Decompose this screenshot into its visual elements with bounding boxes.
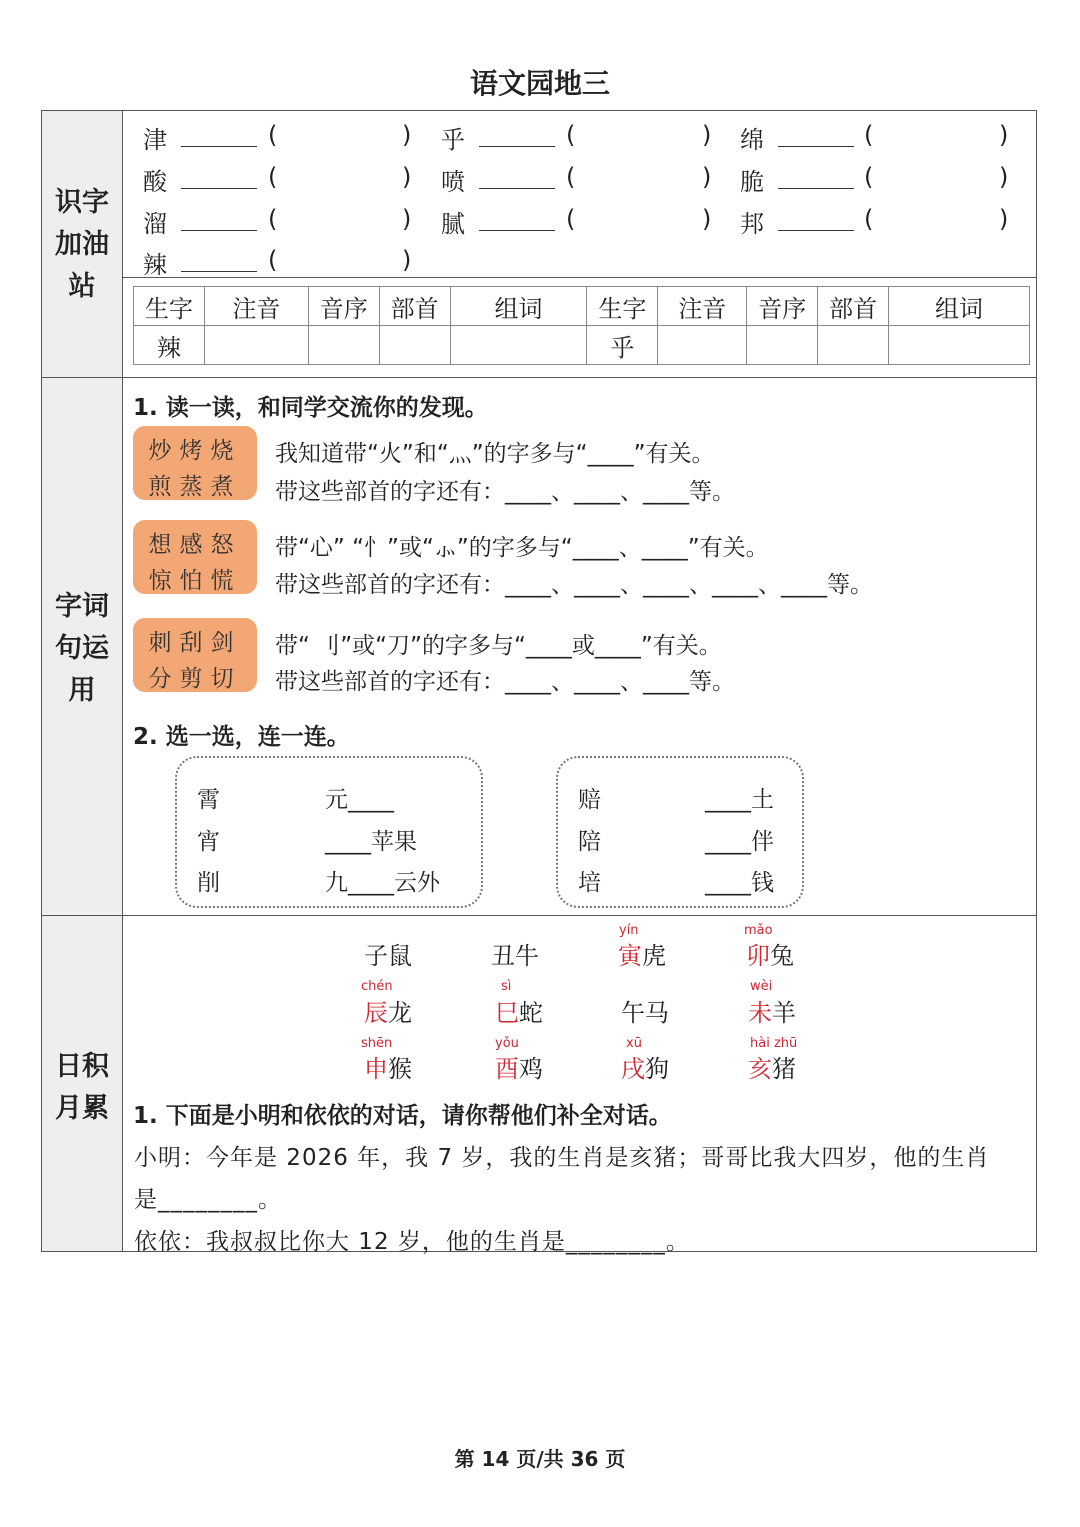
divider: [123, 277, 1037, 278]
table-header: 生字: [587, 287, 658, 326]
table-header: 部首: [379, 287, 450, 326]
char-item: 津: [143, 126, 167, 154]
table-cell[interactable]: [379, 326, 450, 365]
char-item: 喷: [441, 168, 465, 196]
match-word[interactable]: ____伴: [705, 829, 774, 855]
paren: (: [566, 121, 576, 149]
dialogue-line: 是________。: [134, 1187, 282, 1213]
zodiac-item: 申猴: [364, 1055, 412, 1083]
zodiac-item: 未羊: [748, 999, 796, 1027]
match-char[interactable]: 培: [578, 870, 601, 896]
paren: ): [402, 205, 412, 233]
pinyin: chén: [361, 979, 393, 994]
char-item: 乎: [441, 126, 465, 154]
question-line: 带这些部首的字还有：____、____、____等。: [275, 669, 735, 695]
table-cell[interactable]: [818, 326, 889, 365]
page-title: 语文园地三: [469, 67, 610, 100]
match-char[interactable]: 霄: [197, 787, 220, 813]
char-card-row: 惊怕慌: [148, 568, 242, 594]
table-cell[interactable]: [450, 326, 587, 365]
answer-blank[interactable]: [479, 146, 555, 147]
zodiac-item: 子鼠: [364, 942, 412, 970]
table-cell[interactable]: [889, 326, 1030, 365]
pinyin: sì: [501, 979, 512, 994]
paren: (: [268, 163, 278, 191]
question-line: 带这些部首的字还有：____、____、____等。: [275, 479, 735, 505]
answer-blank[interactable]: [181, 230, 257, 231]
char-item: 邦: [740, 210, 764, 238]
answer-blank[interactable]: [181, 271, 257, 272]
question-line: 我知道带“火”和“灬”的字多与“____”有关。: [275, 441, 715, 467]
char-card: [133, 618, 257, 692]
table-cell: 辣: [134, 326, 205, 365]
pinyin: shēn: [361, 1036, 393, 1051]
table-cell: 乎: [587, 326, 658, 365]
table-row: [134, 326, 1030, 365]
paren: ): [999, 163, 1009, 191]
paren: (: [864, 205, 874, 233]
char-card-row: 刺刮剑: [148, 630, 242, 656]
pinyin: mǎo: [744, 923, 773, 938]
char-item: 腻: [441, 210, 465, 238]
section-label-3: 日积 月累: [55, 1051, 109, 1124]
table-header: 音序: [747, 287, 818, 326]
answer-blank[interactable]: [778, 146, 854, 147]
question-line: 带“心” “忄”或“⺗”的字多与“____、____”有关。: [275, 535, 769, 561]
table-header: 组词: [889, 287, 1030, 326]
char-card-row: 想感怒: [148, 532, 242, 558]
zodiac-item: 寅虎: [618, 942, 666, 970]
paren: (: [566, 163, 576, 191]
zodiac-item: 午马: [621, 999, 669, 1027]
answer-blank[interactable]: [778, 188, 854, 189]
char-analysis-table: [133, 286, 1030, 365]
table-header: 音序: [308, 287, 379, 326]
table-cell[interactable]: [204, 326, 308, 365]
paren: (: [864, 121, 874, 149]
zodiac-item: 丑牛: [491, 942, 539, 970]
pinyin: xū: [626, 1036, 642, 1051]
table-header: 部首: [818, 287, 889, 326]
paren: (: [864, 163, 874, 191]
table-cell[interactable]: [747, 326, 818, 365]
paren: ): [702, 121, 712, 149]
table-header: 注音: [204, 287, 308, 326]
table-cell[interactable]: [658, 326, 747, 365]
dialogue-line: 依依：我叔叔比你大 12 岁，他的生肖是________。: [134, 1229, 690, 1255]
match-word[interactable]: 九____云外: [325, 870, 440, 896]
zodiac-item: 亥猪: [748, 1055, 796, 1083]
paren: ): [999, 121, 1009, 149]
match-word[interactable]: ____钱: [705, 870, 774, 896]
char-card: [133, 426, 257, 500]
pinyin: yǒu: [495, 1036, 519, 1051]
char-item: 脆: [740, 168, 764, 196]
table-header: 组词: [450, 287, 587, 326]
char-item: 酸: [143, 168, 167, 196]
paren: ): [402, 163, 412, 191]
answer-blank[interactable]: [778, 230, 854, 231]
paren: (: [566, 205, 576, 233]
match-char[interactable]: 赔: [578, 787, 601, 813]
divider: [41, 915, 1037, 916]
pinyin: yín: [619, 923, 639, 938]
answer-blank[interactable]: [479, 188, 555, 189]
divider: [41, 377, 1037, 378]
question-heading: 1. 读一读，和同学交流你的发现。: [133, 395, 488, 421]
char-item: 辣: [143, 251, 167, 279]
match-char[interactable]: 削: [197, 870, 220, 896]
paren: ): [702, 205, 712, 233]
question-line: 带“ 刂”或“刀”的字多与“____或____”有关。: [275, 633, 722, 659]
table-header: 生字: [134, 287, 205, 326]
zodiac-item: 卯兔: [746, 942, 794, 970]
char-card-row: 炒烤烧: [148, 438, 242, 464]
paren: (: [268, 205, 278, 233]
table-header-row: [134, 287, 1030, 326]
char-card: [133, 520, 257, 594]
zodiac-item: 辰龙: [364, 999, 412, 1027]
dialogue-line: 小明：今年是 2026 年，我 7 岁，我的生肖是亥猪；哥哥比我大四岁，他的生肖: [134, 1145, 990, 1171]
answer-blank[interactable]: [479, 230, 555, 231]
zodiac-item: 酉鸡: [495, 1055, 543, 1083]
match-char[interactable]: 宵: [197, 829, 220, 855]
table-header: 注音: [658, 287, 747, 326]
paren: ): [702, 163, 712, 191]
paren: ): [402, 246, 412, 274]
char-item: 溜: [143, 210, 167, 238]
page-footer: 第 14 页/共 36 页: [454, 1447, 626, 1471]
answer-blank[interactable]: [181, 188, 257, 189]
match-char[interactable]: 陪: [578, 829, 601, 855]
section-label-1: 识字 加油 站: [55, 187, 109, 302]
match-word[interactable]: ____苹果: [325, 829, 417, 855]
match-word[interactable]: 元____: [325, 787, 394, 813]
section-label-2: 字词 句运 用: [55, 591, 109, 706]
pinyin: wèi: [750, 979, 773, 994]
table-cell[interactable]: [308, 326, 379, 365]
char-card-row: 分剪切: [148, 666, 242, 692]
match-word[interactable]: ____土: [705, 787, 774, 813]
paren: ): [402, 121, 412, 149]
char-card-row: 煎蒸煮: [148, 474, 242, 500]
answer-blank[interactable]: [181, 146, 257, 147]
zodiac-item: 巳蛇: [495, 999, 543, 1027]
paren: ): [999, 205, 1009, 233]
question-heading: 1. 下面是小明和依依的对话，请你帮他们补全对话。: [133, 1103, 672, 1129]
question-heading: 2. 选一选，连一连。: [133, 724, 350, 750]
char-item: 绵: [740, 126, 764, 154]
paren: (: [268, 246, 278, 274]
question-line: 带这些部首的字还有：____、____、____、____、____等。: [275, 572, 873, 598]
pinyin: hài zhū: [750, 1036, 798, 1051]
zodiac-item: 戌狗: [621, 1055, 669, 1083]
paren: (: [268, 121, 278, 149]
